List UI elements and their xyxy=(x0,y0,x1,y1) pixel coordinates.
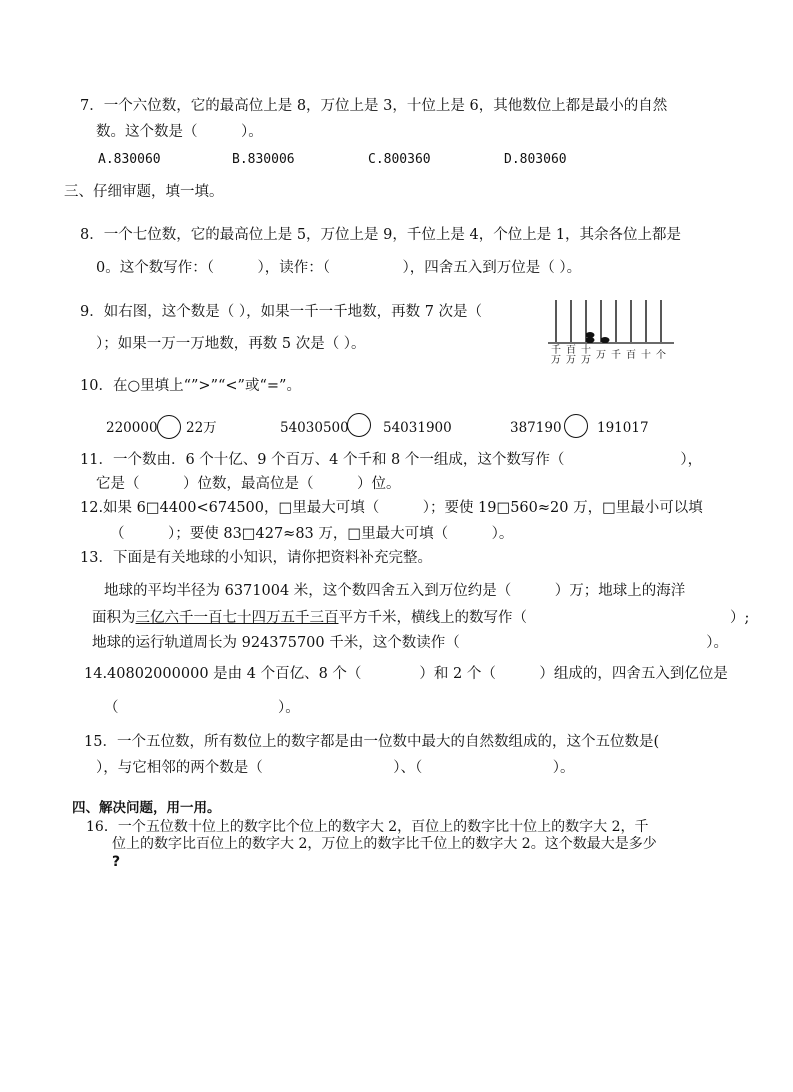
q13-line1: 地球的平均半径为 6371004 米，这个数四舍五入到万位约是（ ）万；地球上的海洋 xyxy=(104,583,686,599)
abacus-label-shiwan: 十万 xyxy=(581,345,591,366)
q7-option-d: D.803060 xyxy=(504,152,567,167)
q10-pair1-left: 220000 xyxy=(106,420,158,436)
abacus-label-baiwan: 百万 xyxy=(566,345,576,366)
q13-line2 xyxy=(92,608,749,628)
abacus-label-qian: 千 xyxy=(611,350,621,361)
q13-line2-pre: 面积为 xyxy=(92,610,136,626)
q9-line2: ）；如果一万一万地数，再数 5 次是（ ）。 xyxy=(96,336,366,352)
q7-option-b: B.830006 xyxy=(232,152,295,167)
q14-line2: （ ）。 xyxy=(104,700,300,716)
abacus-figure xyxy=(548,298,676,370)
q10-pair2-circle[interactable] xyxy=(347,413,371,437)
q13-line3: 地球的运行轨道周长为 924375700 千米，这个数读作（ ）。 xyxy=(92,635,728,651)
q13-line2-post: 平方千米，横线上的数写作（ ）; xyxy=(338,610,750,626)
section3-title: 三、仔细审题，填一填。 xyxy=(64,184,224,200)
q10-pair3-left: 387190 xyxy=(510,420,562,436)
q11-line1: 11．一个数由．6 个十亿、9 个百万、4 个千和 8 个一组成，这个数写作（ ）， xyxy=(80,452,703,468)
q10-pair2-right: 54031900 xyxy=(383,420,452,436)
q10-pair3-circle[interactable] xyxy=(564,414,588,438)
q10-pair1-circle[interactable] xyxy=(157,415,181,439)
q13-prompt: 13．下面是有关地球的小知识，请你把资料补充完整。 xyxy=(80,550,432,566)
q16-line3: ? xyxy=(112,854,121,870)
q10-pair2-left: 54030500 xyxy=(280,420,349,436)
abacus-label-ge: 个 xyxy=(656,350,666,361)
q10-prompt: 10．在○里填上“”>”“<”或“=”。 xyxy=(80,378,301,394)
q8-line2: 0。这个数写作：（ ），读作：（ ），四舍五入到万位是（ ）。 xyxy=(96,260,582,276)
q15-line2: ），与它相邻的两个数是（ ）、（ ）。 xyxy=(96,760,575,776)
q7-line1: 7．一个六位数，它的最高位上是 8，万位上是 3，十位上是 6，其他数位上都是最小的自然 xyxy=(80,98,668,114)
abacus-label-bai: 百 xyxy=(626,350,636,361)
abacus-label-wan: 万 xyxy=(596,350,606,361)
q9-line1: 9．如右图，这个数是（ ），如果一千一千地数，再数 7 次是（ xyxy=(80,304,483,320)
section4-title: 四、解决问题，用一用。 xyxy=(72,800,221,816)
q12-line1: 12.如果 6□4400<674500，□里最大可填（ ）；要使 19□560≈20 万，□里最小可以填 xyxy=(80,500,703,516)
q14-line1: 14.40802000000 是由 4 个百亿、8 个（ ）和 2 个（ ）组成的，四舍五入到亿位是 xyxy=(84,666,728,682)
q7-option-c: C.800360 xyxy=(368,152,431,167)
q10-pair3-right: 191017 xyxy=(597,420,649,436)
q16-line1: 16．一个五位数十位上的数字比个位上的数字大 2，百位上的数字比十位上的数字大 2，千 xyxy=(86,819,649,835)
q16-line2: 位上的数字比百位上的数字大 2，万位上的数字比千位上的数字大 2。这个数最大是多少 xyxy=(112,836,657,852)
q10-pair1-right: 22万 xyxy=(186,420,217,436)
q15-line1: 15．一个五位数，所有数位上的数字都是由一位数中最大的自然数组成的，这个五位数是( xyxy=(84,734,660,750)
q11-line2: 它是（ ）位数，最高位是（ ）位。 xyxy=(96,476,401,492)
q12-line2: （ ）；要使 83□427≈83 万，□里最大可填（ ）。 xyxy=(110,526,514,542)
q7-line2: 数。这个数是（ ）。 xyxy=(96,124,263,140)
q7-option-a: A.830060 xyxy=(98,152,161,167)
abacus-label-qianwan: 千万 xyxy=(551,345,561,366)
q13-line2-underline: 三亿六千一百七十四万五千三百 xyxy=(135,610,339,626)
q8-line1: 8．一个七位数，它的最高位上是 5，万位上是 9，千位上是 4，个位上是 1，其余各位上都是 xyxy=(80,227,682,243)
abacus-label-shi: 十 xyxy=(641,350,651,361)
